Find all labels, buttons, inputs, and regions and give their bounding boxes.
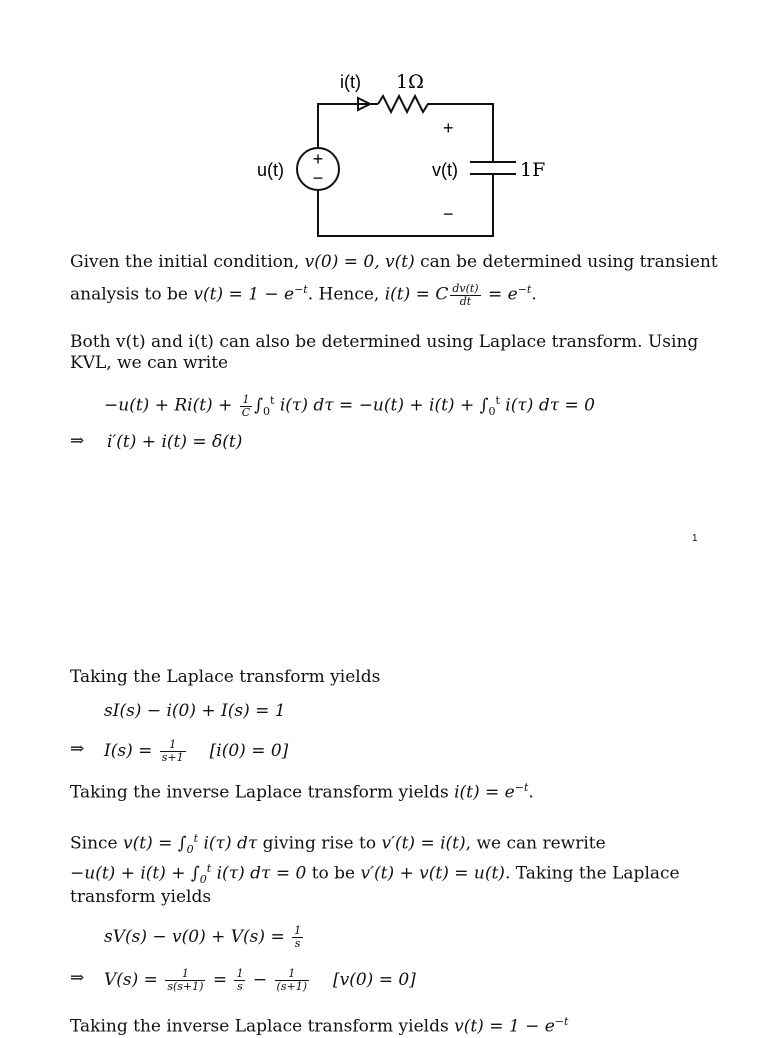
voltage-label: v(t) <box>432 160 458 180</box>
capacitor-minus-sign: − <box>443 204 454 224</box>
source-plus-sign: + <box>312 149 324 169</box>
kvl-equation: −u(t) + Ri(t) + $\frac{1}{C}$ $\int_0^t$ i(τ) $d\tau = -u(t) + i(t) + \int_0^t$ i(τ) dτ = 0 <box>104 392 595 419</box>
source-label: u(t) <box>257 160 284 180</box>
paragraph-inverse-voltage: Taking the inverse Laplace transform yields $v(t) = 1 - e^{-t}$ <box>70 1015 569 1037</box>
page-number: 1 <box>692 533 698 544</box>
implies-symbol-1: ⇒ <box>70 431 85 451</box>
laplace-current-equation: sI(s) − i(0) + I(s) = 1 <box>104 701 286 721</box>
voltage-transform-solution: V(s) = $\frac{1}{s(s+1)}$ = $\frac{1}{s}$ − $\frac{1}{(s+1)}$ [v(0) = 0] <box>104 967 416 993</box>
circuit-wire-bottom <box>318 174 493 236</box>
paragraph-laplace-yields: Taking the Laplace transform yields <box>70 667 381 687</box>
current-label: i(t) <box>340 72 361 92</box>
rc-circuit-diagram <box>240 62 560 242</box>
current-transform-solution: I(s) = $\frac{1}{s+1}$ [i(0) = 0] <box>104 738 289 764</box>
paragraph-laplace-intro-line1: Both v(t) and i(t) can also be determined using Laplace transform. Using <box>70 332 699 352</box>
source-minus-sign: − <box>312 168 324 188</box>
resistor-symbol <box>378 96 432 112</box>
circuit-wire-top-left <box>318 104 378 148</box>
ode-current-equation: i′(t) + i(t) = δ(t) <box>107 432 243 452</box>
paragraph-inverse-current: Taking the inverse Laplace transform yields $i(t) = e^{-t}$. <box>70 781 534 803</box>
paragraph-rewrite-line3: transform yields <box>70 887 212 907</box>
paragraph-initial-condition-line2: analysis to be $v(t) = 1 - e^{-t}$. Hence, i(t) = C $\frac{dv(t)}{dt}$ = $e^{-t}$. <box>70 281 537 308</box>
paragraph-initial-condition-line1: Given the initial condition, v(0) = 0, v(t) can be determined using transient <box>70 252 718 272</box>
paragraph-laplace-intro-line2: KVL, we can write <box>70 353 229 373</box>
capacitor-label: 1F <box>520 159 546 181</box>
paragraph-rewrite-line2: $-u(t) + i(t) + \int_0^t$ i(τ) dτ = 0 to be v′(t) + v(t) = u(t). Taking the Laplace <box>70 862 680 887</box>
implies-symbol-2: ⇒ <box>70 739 85 759</box>
paragraph-rewrite-line1: Since $v(t) = \int_0^t$ i(τ) dτ giving rise to v′(t) = i(t), we can rewrite <box>70 832 606 857</box>
capacitor-plus-sign: + <box>443 118 454 138</box>
resistor-label: 1Ω <box>396 71 424 93</box>
circuit-wire-top-right <box>432 104 493 162</box>
implies-symbol-3: ⇒ <box>70 968 85 988</box>
laplace-voltage-equation: sV(s) − v(0) + V(s) = $\frac{1}{s}$ <box>104 924 302 950</box>
